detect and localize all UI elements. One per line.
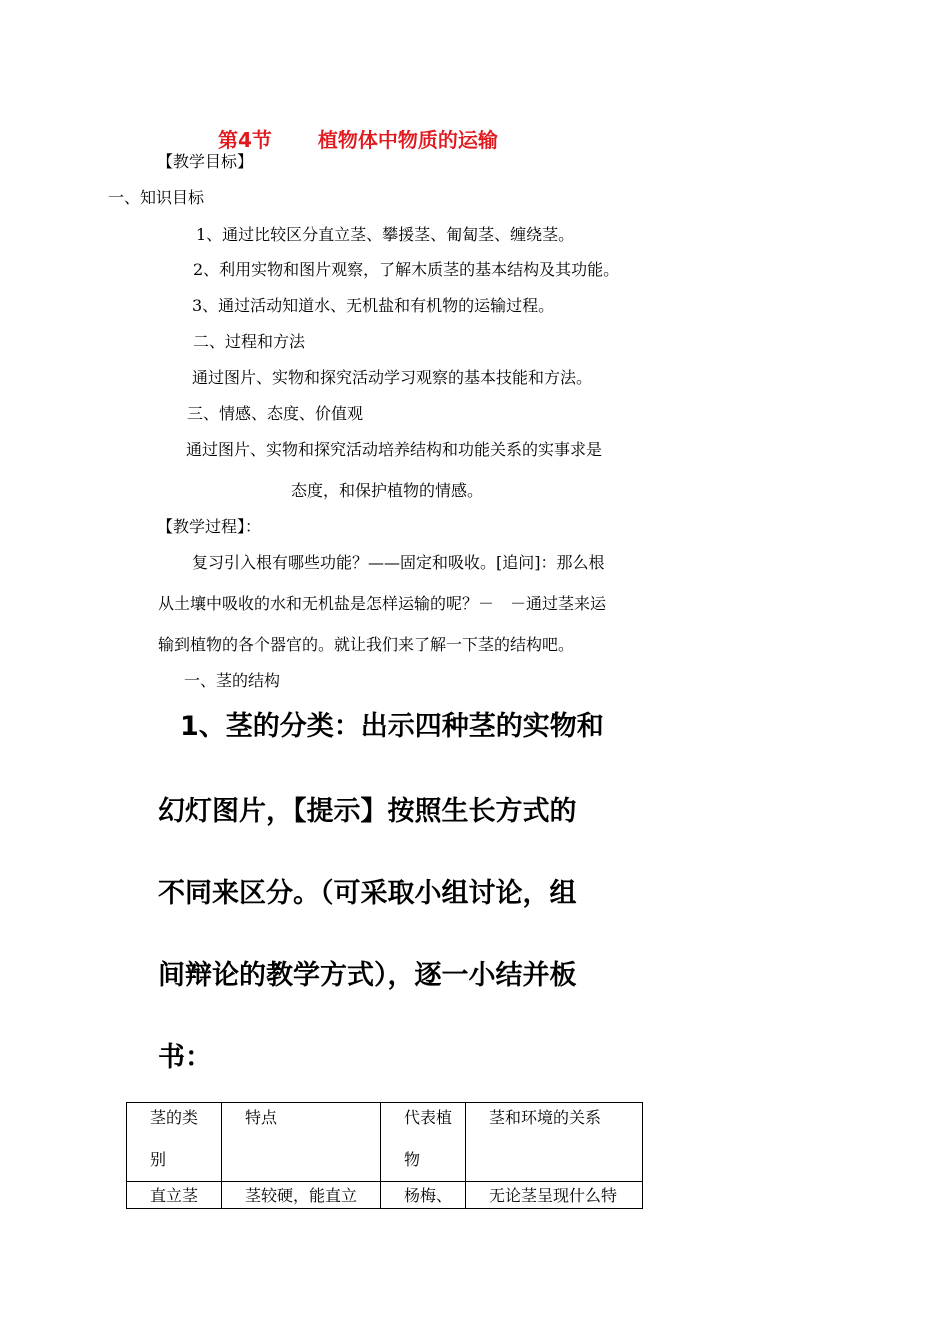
intro-line-2: 从土壤中吸收的水和无机盐是怎样运输的呢？－ －通过茎来运 xyxy=(158,594,607,613)
cell-feature: 茎较硬，能直立 xyxy=(222,1182,381,1209)
table-row xyxy=(127,1182,643,1209)
table-header-row xyxy=(127,1103,643,1182)
intro-line-3: 输到植物的各个器官的。就让我们来了解一下茎的结构吧。 xyxy=(158,635,575,654)
header-stem-type xyxy=(127,1103,222,1182)
process-method-text: 通过图片、实物和探究活动学习观察的基本技能和方法。 xyxy=(192,368,593,387)
knowledge-item-2: 2、利用实物和图片观察，了解木质茎的基本结构及其功能。 xyxy=(193,260,620,279)
header-stem-type-line-1: 茎的类 xyxy=(150,1108,199,1127)
knowledge-heading: 一、知识目标 xyxy=(108,188,205,207)
stem-classification-table xyxy=(126,1102,643,1209)
cell-relation: 无论茎呈现什么特 xyxy=(466,1182,643,1209)
header-plant-line-2: 物 xyxy=(404,1150,421,1169)
process-method-heading: 二、过程和方法 xyxy=(193,332,306,351)
emotion-heading: 三、情感、态度、价值观 xyxy=(187,404,364,423)
classification-line-4: 间辩论的教学方式），逐一小结并板 xyxy=(158,960,577,991)
header-environment-relation: 茎和环境的关系 xyxy=(466,1103,643,1182)
knowledge-item-3: 3、通过活动知道水、无机盐和有机物的运输过程。 xyxy=(192,296,555,315)
intro-line-1: 复习引入根有哪些功能？——固定和吸收。[追问]：那么根 xyxy=(192,553,605,572)
cell-stem-type: 直立茎 xyxy=(127,1182,222,1209)
goals-heading: 【教学目标】 xyxy=(157,152,254,171)
classification-line-2: 幻灯图片，【提示】按照生长方式的 xyxy=(158,796,577,827)
emotion-line-1: 通过图片、实物和探究活动培养结构和功能关系的实事求是 xyxy=(186,440,603,459)
title-name: 植物体中物质的运输 xyxy=(317,128,498,152)
cell-plant: 杨梅、 xyxy=(381,1182,466,1209)
emotion-line-2: 态度，和保护植物的情感。 xyxy=(291,481,484,500)
title-section: 第4节 xyxy=(218,128,272,152)
header-stem-type-line-2: 别 xyxy=(150,1150,167,1169)
stem-structure-heading: 一、茎的结构 xyxy=(184,671,281,690)
header-plant-line-1: 代表植 xyxy=(404,1108,453,1127)
knowledge-item-1: 1、通过比较区分直立茎、攀援茎、匍匐茎、缠绕茎。 xyxy=(196,225,575,244)
teaching-process-heading: 【教学过程】： xyxy=(157,517,262,536)
classification-line-5: 书： xyxy=(158,1042,212,1073)
classification-line-3: 不同来区分。（可采取小组讨论，组 xyxy=(158,878,577,909)
classification-line-1: 1、茎的分类：出示四种茎的实物和 xyxy=(180,711,604,742)
header-representative-plant xyxy=(381,1103,466,1182)
page-title xyxy=(218,124,498,153)
header-feature: 特点 xyxy=(222,1103,381,1182)
